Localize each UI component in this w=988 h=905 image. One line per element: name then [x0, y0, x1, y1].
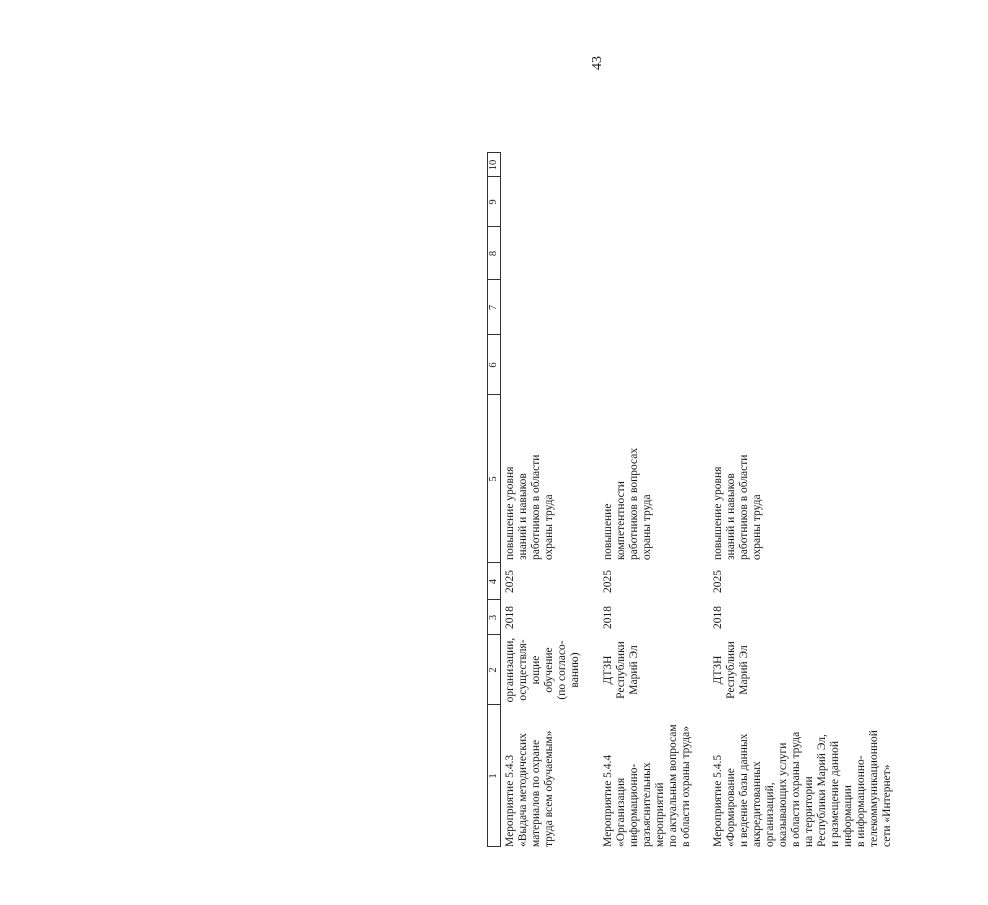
row-2-executor: ДТЗН Республики Марий Эл [602, 641, 640, 699]
page-number: 43 [590, 56, 605, 70]
rotated-page-tail [348, 125, 988, 905]
row-2-start-year: 2018 [602, 606, 614, 629]
row-1-executor: организации, осуществля- ющие обучение (по согласо- ванию) [504, 637, 581, 703]
header-col-1: 1 [488, 773, 499, 779]
row-2-end-year: 2025 [602, 570, 614, 593]
row-3-executor: ДТЗН Республики Марий Эл [712, 641, 750, 699]
header-col-6: 6 [488, 362, 499, 368]
header-col-4: 4 [488, 578, 499, 585]
header-col-2: 2 [488, 667, 499, 673]
row-1-result: повышение уровня знаний и навыков работников в области охраны труда [504, 454, 555, 560]
header-col-10: 10 [488, 159, 499, 171]
row-2-activity: Мероприятие 5.4.4 «Организация информационно- разъяснительных мероприятий по актуальным вопросам в области охраны труда» [602, 724, 692, 847]
row-3-activity-continued: и размещение данной информации в информационно- телекоммуникационной сети «Интернет» [829, 730, 893, 847]
row-3-activity: Мероприятие 5.4.5 «Формирование и ведение базы данных аккредитованных организаций, оказывающих услуги в области охраны труда на территории Республики Марий Эл, [712, 731, 828, 847]
row-1-end-year: 2025 [504, 570, 516, 593]
header-col-7: 7 [488, 304, 499, 311]
row-1-activity: Мероприятие 5.4.3 «Выдача методических материалов по охране труда всем обучаемым» [504, 730, 555, 847]
header-col-5: 5 [488, 476, 499, 482]
header-col-9: 9 [488, 199, 499, 205]
row-1-start-year: 2018 [504, 606, 516, 629]
row-3-end-year: 2025 [712, 570, 724, 593]
header-col-3: 3 [488, 614, 499, 621]
row-3-start-year: 2018 [712, 606, 724, 629]
row-3-result: повышение уровня знаний и навыков работников в области охраны труда [712, 454, 763, 560]
row-2-result: повышение компетентности работников в вопросах охраны труда [602, 447, 653, 560]
header-col-8: 8 [488, 250, 499, 257]
